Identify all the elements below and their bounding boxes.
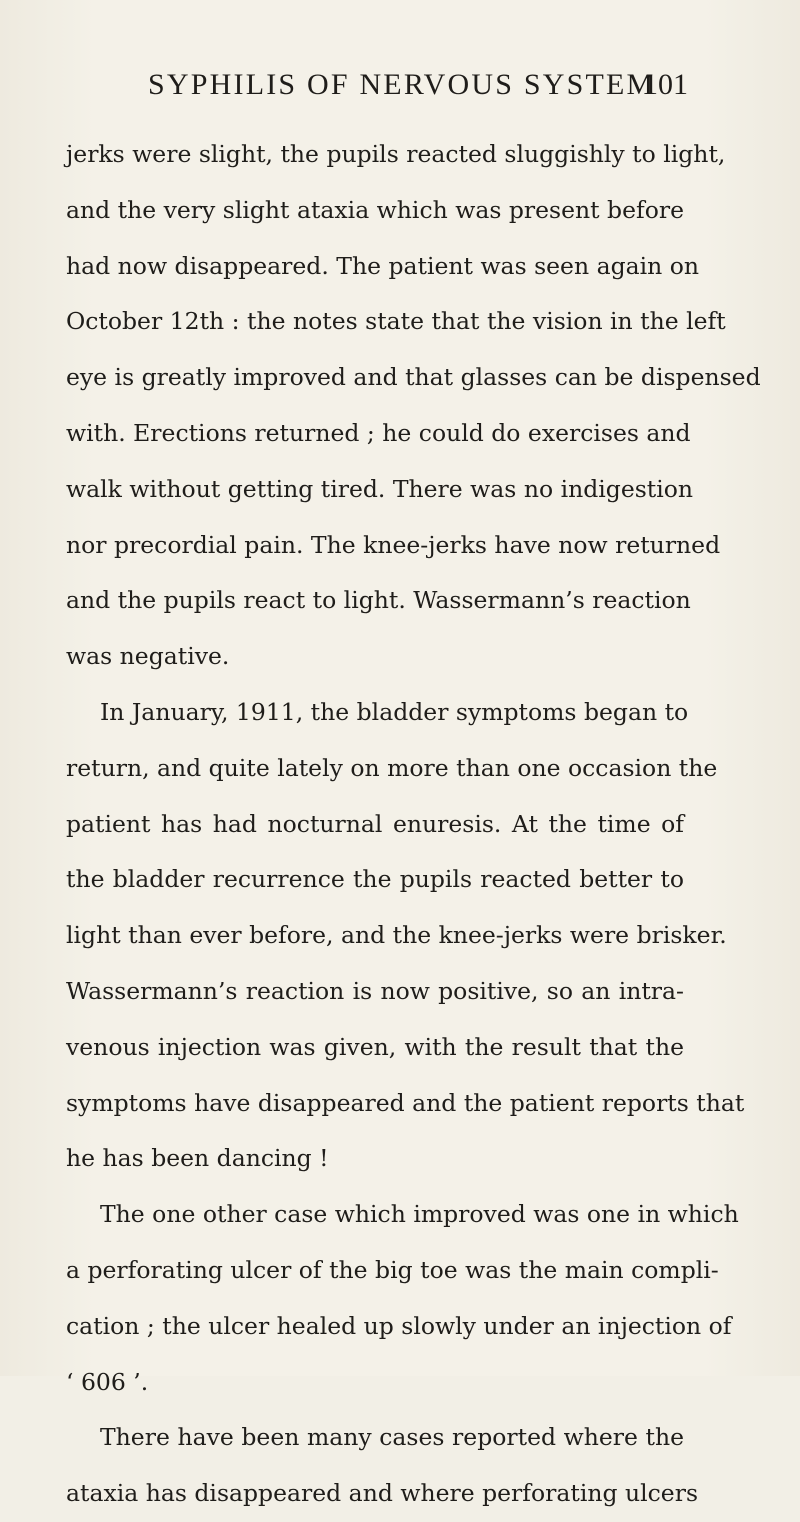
text-line: and the very slight ataxia which was present before <box>66 195 684 224</box>
text-line: cation ; the ulcer healed up slowly under an injection of <box>66 1311 732 1340</box>
paragraph-start-line: There have been many cases reported where the <box>100 1423 684 1452</box>
body-text <box>66 127 761 1522</box>
text-line: nor precordial pain. The knee-jerks have now returned <box>66 530 721 559</box>
text-line: walk without getting tired. There was no indigestion <box>66 474 694 503</box>
text-line: ataxia has disappeared and where perforating ulcers <box>66 1479 698 1508</box>
text-line: venous injection was given, with the result that the <box>66 1032 684 1061</box>
text-line: a perforating ulcer of the big toe was the main compli- <box>66 1255 719 1284</box>
text-line: with. Erections returned ; he could do exercises and <box>66 418 691 447</box>
paragraph-end-line: was negative. <box>66 642 230 671</box>
text-line: had now disappeared. The patient was seen again on <box>66 251 700 280</box>
paragraph-start-line: The one other case which improved was one in which <box>100 1200 739 1229</box>
paragraph-end-line: he has been dancing ! <box>66 1144 329 1173</box>
running-title: SYPHILIS OF NERVOUS SYSTEM <box>148 68 656 101</box>
text-line: October 12th : the notes state that the vision in the left <box>66 307 726 336</box>
text-line: the bladder recurrence the pupils reacted better to <box>66 865 684 894</box>
paragraph-start-line: In January, 1911, the bladder symptoms began to <box>100 697 689 726</box>
text-line: light than ever before, and the knee-jerks were brisker. <box>66 921 727 950</box>
page-number: 101 <box>643 68 688 101</box>
text-line: symptoms have disappeared and the patient reports that <box>66 1088 745 1117</box>
text-line: patient has had nocturnal enuresis. At the time of <box>66 809 684 838</box>
text-line: jerks were slight, the pupils reacted sluggishly to light, <box>66 140 726 168</box>
running-head <box>148 68 688 112</box>
text-line: and the pupils react to light. Wassermann’s reaction <box>66 586 691 615</box>
text-line: return, and quite lately on more than one occasion the <box>66 753 718 782</box>
text-line: eye is greatly improved and that glasses can be dispensed <box>66 363 761 392</box>
paragraph-end-line: ‘ 606 ’. <box>66 1367 149 1396</box>
text-line: Wassermann’s reaction is now positive, so an intra- <box>66 976 684 1005</box>
